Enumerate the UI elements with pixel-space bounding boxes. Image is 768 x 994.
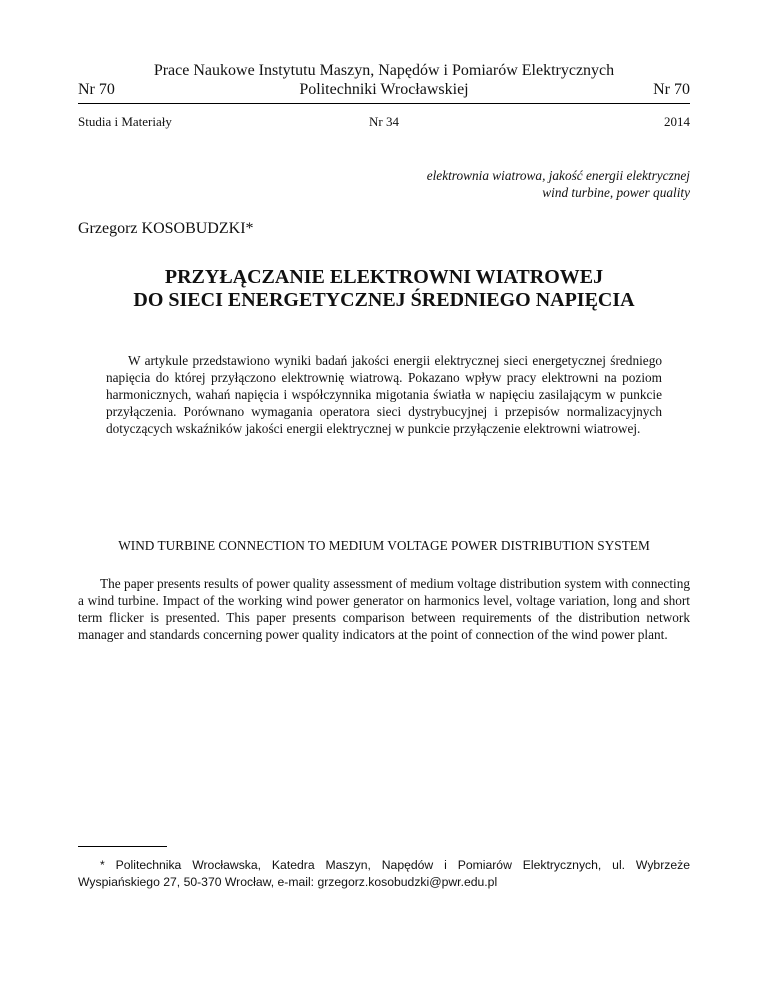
publication-year: 2014 bbox=[664, 114, 690, 129]
journal-title-line1: Prace Naukowe Instytutu Maszyn, Napędów i Pomiarów Elektrycznych bbox=[153, 62, 615, 79]
header-divider bbox=[78, 103, 690, 104]
author-name: Grzegorz KOSOBUDZKI* bbox=[78, 220, 254, 237]
paper-title-line2: DO SIECI ENERGETYCZNEJ ŚREDNIEGO NAPIĘCIA bbox=[133, 289, 635, 311]
abstract-english: The paper presents results of power quality assessment of medium voltage distribution system with connecting a wind turbine. Impact of the working wind power generator on harmonics level, voltage variation, long and short term flicker is presented. This paper presents comparison between requirements of the distribution network manager and standards concerning power quality indicators at the point of connection of the wind power plant. bbox=[78, 576, 690, 642]
journal-title-line2: Politechniki Wrocławskiej bbox=[299, 81, 469, 98]
paper-title bbox=[0, 266, 768, 312]
keywords-en: wind turbine, power quality bbox=[542, 185, 690, 200]
footnote-divider bbox=[78, 846, 167, 847]
issue-number: Nr 34 bbox=[369, 114, 399, 129]
paper-title-line1: PRZYŁĄCZANIE ELEKTROWNI WIATROWEJ bbox=[164, 266, 604, 288]
keywords bbox=[427, 167, 690, 201]
abstract-polish: W artykule przedstawiono wyniki badań jakości energii elektrycznej sieci energetycznej średniego napięcia do której przyłączono elektrownię wiatrową. Pokazano wpływ pracy elektrowni na poziom harmonicznych, wahań napięcia i współczynnika migotania światła w napięciu zasilającym w punkcie przyłączenia. Porównano wymagania operatora sieci dystrybucyjnej i przepisów normalizacyjnych dotyczących wskaźników jakości energii elektrycznej w punkcie przyłączenie elektrowni wiatrowej. bbox=[106, 353, 662, 436]
series-label: Studia i Materiały bbox=[78, 114, 172, 129]
author-affiliation-footnote: * Politechnika Wrocławska, Katedra Maszyn, Napędów i Pomiarów Elektrycznych, ul. Wybrzeże Wyspiańskiego 27, 50-370 Wrocław, e-mail: grzegorz.kosobudzki@pwr.edu.pl bbox=[78, 858, 690, 889]
journal-number-left: Nr 70 bbox=[78, 81, 115, 98]
english-title: WIND TURBINE CONNECTION TO MEDIUM VOLTAGE POWER DISTRIBUTION SYSTEM bbox=[118, 538, 650, 553]
keywords-pl: elektrownia wiatrowa, jakość energii elektrycznej bbox=[426, 168, 690, 183]
journal-number-right: Nr 70 bbox=[653, 81, 690, 98]
